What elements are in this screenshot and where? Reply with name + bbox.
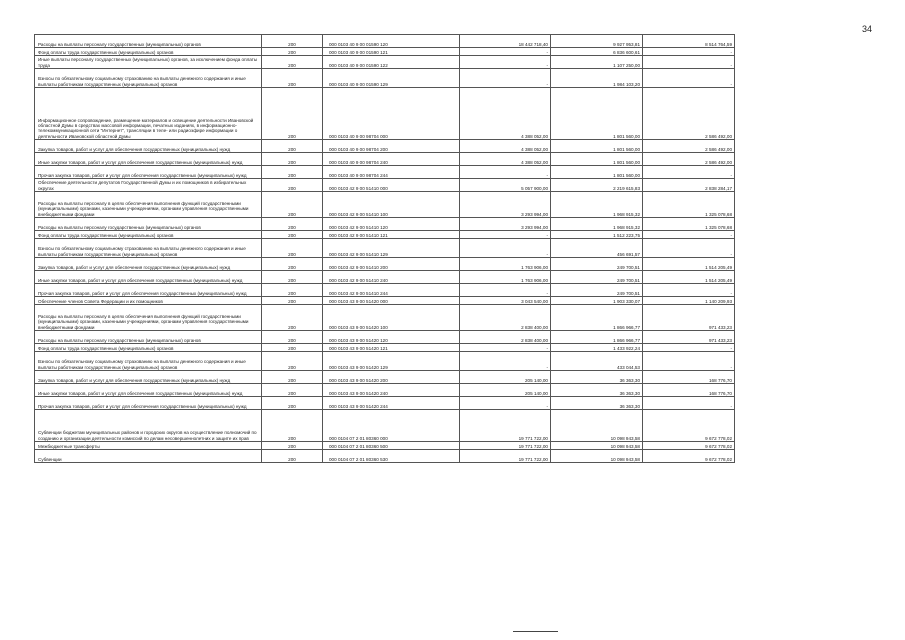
cell-executed-amount: 1 866 966,77 xyxy=(551,331,643,344)
cell-line-code: 200 xyxy=(262,297,323,305)
cell-approved-amount: 5 057 900,00 xyxy=(460,179,551,192)
cell-executed-amount: 1 801 560,00 xyxy=(551,140,643,153)
budget-execution-table xyxy=(34,34,735,463)
cell-executed-amount: 249 700,51 xyxy=(551,284,643,297)
cell-line-code: 200 xyxy=(262,258,323,271)
cell-name: Закупка товаров, работ и услуг для обеспечения государственных (муниципальных) нужд xyxy=(35,140,262,153)
table-row xyxy=(35,384,735,397)
table-row xyxy=(35,271,735,284)
table-row xyxy=(35,258,735,271)
table-row xyxy=(35,442,735,450)
cell-budget-code: 000 0104 07 2 01 80360 000 xyxy=(323,410,460,442)
cell-approved-amount: 19 771 722,00 xyxy=(460,410,551,442)
cell-budget-code: 000 0103 42 9 00 51410 244 xyxy=(323,284,460,297)
cell-remaining-amount: 1 325 078,68 xyxy=(643,218,735,231)
table-row xyxy=(35,231,735,239)
cell-budget-code: 000 0103 43 9 00 51420 129 xyxy=(323,352,460,371)
cell-approved-amount: - xyxy=(460,69,551,88)
cell-executed-amount: 1 433 922,24 xyxy=(551,344,643,352)
cell-line-code: 200 xyxy=(262,69,323,88)
cell-executed-amount: 2 219 615,83 xyxy=(551,179,643,192)
cell-line-code: 200 xyxy=(262,56,323,69)
cell-remaining-amount: - xyxy=(643,239,735,258)
cell-approved-amount: 3 293 994,00 xyxy=(460,192,551,218)
cell-remaining-amount: - xyxy=(643,231,735,239)
cell-approved-amount: - xyxy=(460,352,551,371)
cell-approved-amount: 3 293 994,00 xyxy=(460,218,551,231)
cell-remaining-amount: 971 433,23 xyxy=(643,331,735,344)
cell-remaining-amount: - xyxy=(643,56,735,69)
cell-line-code: 200 xyxy=(262,271,323,284)
cell-name: Расходы на выплаты персоналу государственных (муниципальных) органов xyxy=(35,331,262,344)
cell-line-code: 200 xyxy=(262,284,323,297)
table-row xyxy=(35,140,735,153)
cell-budget-code: 000 0103 40 9 00 01590 122 xyxy=(323,56,460,69)
cell-remaining-amount: 8 514 764,59 xyxy=(643,35,735,48)
cell-executed-amount: 1 801 560,00 xyxy=(551,88,643,140)
cell-name: Иные закупки товаров, работ и услуг для обеспечения государственных (муниципальных) нужд xyxy=(35,384,262,397)
cell-budget-code: 000 0103 43 9 00 51420 244 xyxy=(323,397,460,410)
cell-remaining-amount: - xyxy=(643,344,735,352)
cell-line-code: 200 xyxy=(262,331,323,344)
cell-name: Иные закупки товаров, работ и услуг для обеспечения государственных (муниципальных) нужд xyxy=(35,271,262,284)
cell-name: Закупка товаров, работ и услуг для обеспечения государственных (муниципальных) нужд xyxy=(35,371,262,384)
cell-line-code: 200 xyxy=(262,371,323,384)
table-row xyxy=(35,35,735,48)
cell-approved-amount: 19 771 722,00 xyxy=(460,442,551,450)
table-row xyxy=(35,397,735,410)
cell-line-code: 200 xyxy=(262,344,323,352)
cell-approved-amount: 19 771 722,00 xyxy=(460,450,551,463)
cell-approved-amount: 205 140,00 xyxy=(460,384,551,397)
cell-remaining-amount: - xyxy=(643,352,735,371)
cell-approved-amount: 2 838 400,00 xyxy=(460,305,551,331)
cell-executed-amount: 1 801 560,00 xyxy=(551,166,643,179)
cell-budget-code: 000 0103 42 9 00 51410 121 xyxy=(323,231,460,239)
table-body xyxy=(35,35,735,463)
table-row xyxy=(35,218,735,231)
cell-remaining-amount: 9 672 778,02 xyxy=(643,442,735,450)
cell-budget-code: 000 0103 43 9 00 51420 100 xyxy=(323,305,460,331)
table-row xyxy=(35,305,735,331)
cell-executed-amount: 6 836 600,61 xyxy=(551,48,643,56)
cell-line-code: 200 xyxy=(262,410,323,442)
cell-approved-amount: - xyxy=(460,231,551,239)
cell-approved-amount: 4 388 052,00 xyxy=(460,88,551,140)
cell-name: Расходы на выплаты персоналу в целях обеспечения выполнения функций государственными (муниципальными) органами, казенными учреждениями, органами управления государственными внебюджетными фондами xyxy=(35,192,262,218)
cell-executed-amount: 1 866 966,77 xyxy=(551,305,643,331)
cell-line-code: 200 xyxy=(262,179,323,192)
cell-budget-code: 000 0103 43 9 00 51420 120 xyxy=(323,331,460,344)
cell-budget-code: 000 0103 43 9 00 51420 240 xyxy=(323,384,460,397)
cell-budget-code: 000 0103 42 9 00 51410 129 xyxy=(323,239,460,258)
cell-remaining-amount: 9 672 778,02 xyxy=(643,410,735,442)
cell-line-code: 200 xyxy=(262,153,323,166)
cell-remaining-amount: 2 838 284,17 xyxy=(643,179,735,192)
cell-remaining-amount: 1 514 205,49 xyxy=(643,258,735,271)
page-number: 34 xyxy=(862,24,873,34)
cell-name: Субвенции бюджетам муниципальных районов и городских округов на осуществление полномочий по созданию и организации деятельности комиссий по делам несовершеннолетних и защите их прав xyxy=(35,410,262,442)
cell-remaining-amount: 2 586 492,00 xyxy=(643,153,735,166)
cell-budget-code: 000 0103 43 9 00 51420 000 xyxy=(323,297,460,305)
cell-approved-amount: 4 388 052,00 xyxy=(460,153,551,166)
cell-remaining-amount: 9 672 778,02 xyxy=(643,450,735,463)
cell-executed-amount: 1 968 915,32 xyxy=(551,218,643,231)
cell-remaining-amount: - xyxy=(643,48,735,56)
cell-name: Прочая закупка товаров, работ и услуг для обеспечения государственных (муниципальных) нужд xyxy=(35,284,262,297)
cell-executed-amount: 1 801 560,00 xyxy=(551,153,643,166)
cell-approved-amount: - xyxy=(460,284,551,297)
cell-budget-code: 000 0103 42 9 00 51410 100 xyxy=(323,192,460,218)
cell-executed-amount: 1 984 103,20 xyxy=(551,69,643,88)
cell-approved-amount: 205 140,00 xyxy=(460,371,551,384)
cell-executed-amount: 10 098 943,58 xyxy=(551,442,643,450)
cell-remaining-amount: 1 514 205,49 xyxy=(643,271,735,284)
table-row xyxy=(35,331,735,344)
cell-name: Взносы по обязательному социальному страхованию на выплаты денежного содержания и иные выплаты работникам государственных (муниципальных) органов xyxy=(35,69,262,88)
cell-executed-amount: 1 903 330,07 xyxy=(551,297,643,305)
table-row xyxy=(35,284,735,297)
cell-name: Взносы по обязательному социальному страхованию на выплаты денежного содержания и иные выплаты работникам государственных (муниципальных) органов xyxy=(35,239,262,258)
cell-line-code: 200 xyxy=(262,231,323,239)
cell-name: Взносы по обязательному социальному страхованию на выплаты денежного содержания и иные выплаты работникам государственных (муниципальных) органов xyxy=(35,352,262,371)
cell-remaining-amount: 2 586 492,00 xyxy=(643,140,735,153)
cell-name: Прочая закупка товаров, работ и услуг для обеспечения государственных (муниципальных) нужд xyxy=(35,166,262,179)
cell-line-code: 200 xyxy=(262,450,323,463)
table-row xyxy=(35,88,735,140)
cell-approved-amount: 1 763 906,00 xyxy=(460,271,551,284)
cell-remaining-amount: 2 586 492,00 xyxy=(643,88,735,140)
cell-executed-amount: 456 691,57 xyxy=(551,239,643,258)
cell-budget-code: 000 0103 42 9 00 51410 120 xyxy=(323,218,460,231)
cell-name: Расходы на выплаты персоналу государственных (муниципальных) органов xyxy=(35,35,262,48)
cell-approved-amount: - xyxy=(460,397,551,410)
cell-approved-amount: 18 442 718,40 xyxy=(460,35,551,48)
cell-budget-code: 000 0103 43 9 00 51420 121 xyxy=(323,344,460,352)
cell-name: Субвенции xyxy=(35,450,262,463)
table-row xyxy=(35,239,735,258)
cell-budget-code: 000 0103 40 9 00 98704 240 xyxy=(323,153,460,166)
cell-budget-code: 000 0104 07 2 01 80360 500 xyxy=(323,442,460,450)
cell-approved-amount: - xyxy=(460,56,551,69)
cell-executed-amount: 249 700,51 xyxy=(551,258,643,271)
cell-remaining-amount: 168 776,70 xyxy=(643,384,735,397)
cell-line-code: 200 xyxy=(262,35,323,48)
table-row xyxy=(35,192,735,218)
cell-remaining-amount: - xyxy=(643,397,735,410)
cell-approved-amount: - xyxy=(460,48,551,56)
cell-budget-code: 000 0103 40 9 00 98704 244 xyxy=(323,166,460,179)
cell-approved-amount: 3 043 540,00 xyxy=(460,297,551,305)
table-row xyxy=(35,410,735,442)
cell-name: Фонд оплаты труда государственных (муниципальных) органов xyxy=(35,344,262,352)
cell-name: Обеспечение деятельности депутатов Государственной Думы и их помощников в избирательных округах xyxy=(35,179,262,192)
cell-name: Расходы на выплаты персоналу в целях обеспечения выполнения функций государственными (муниципальными) органами, казенными учреждениями, органами управления государственными внебюджетными фондами xyxy=(35,305,262,331)
cell-executed-amount: 249 700,51 xyxy=(551,271,643,284)
cell-name: Расходы на выплаты персоналу государственных (муниципальных) органов xyxy=(35,218,262,231)
cell-approved-amount: - xyxy=(460,344,551,352)
table-row xyxy=(35,344,735,352)
cell-line-code: 200 xyxy=(262,384,323,397)
table-row xyxy=(35,69,735,88)
cell-budget-code: 000 0103 42 9 00 51410 240 xyxy=(323,271,460,284)
cell-approved-amount: 1 763 906,00 xyxy=(460,258,551,271)
cell-executed-amount: 10 098 943,58 xyxy=(551,450,643,463)
cell-line-code: 200 xyxy=(262,88,323,140)
cell-budget-code: 000 0103 42 9 00 51410 000 xyxy=(323,179,460,192)
cell-remaining-amount: - xyxy=(643,166,735,179)
cell-name: Закупка товаров, работ и услуг для обеспечения государственных (муниципальных) нужд xyxy=(35,258,262,271)
cell-executed-amount: 10 098 943,58 xyxy=(551,410,643,442)
cell-executed-amount: 1 968 915,32 xyxy=(551,192,643,218)
cell-line-code: 200 xyxy=(262,442,323,450)
cell-budget-code: 000 0103 40 9 00 98704 200 xyxy=(323,140,460,153)
cell-line-code: 200 xyxy=(262,140,323,153)
footer-line xyxy=(513,631,558,632)
cell-executed-amount: 36 363,30 xyxy=(551,397,643,410)
cell-approved-amount: 2 838 400,00 xyxy=(460,331,551,344)
table-row xyxy=(35,56,735,69)
cell-name: Фонд оплаты труда государственных (муниципальных) органов xyxy=(35,48,262,56)
cell-approved-amount: - xyxy=(460,239,551,258)
cell-line-code: 200 xyxy=(262,218,323,231)
cell-budget-code: 000 0103 40 9 00 01590 129 xyxy=(323,69,460,88)
cell-line-code: 200 xyxy=(262,192,323,218)
cell-budget-code: 000 0103 40 9 00 98704 000 xyxy=(323,88,460,140)
cell-budget-code: 000 0103 40 9 00 01590 120 xyxy=(323,35,460,48)
table-row xyxy=(35,166,735,179)
cell-budget-code: 000 0103 40 9 00 01590 121 xyxy=(323,48,460,56)
table-row xyxy=(35,48,735,56)
cell-remaining-amount: 971 433,23 xyxy=(643,305,735,331)
table-row xyxy=(35,179,735,192)
cell-line-code: 200 xyxy=(262,305,323,331)
cell-budget-code: 000 0104 07 2 01 80360 530 xyxy=(323,450,460,463)
cell-remaining-amount: - xyxy=(643,284,735,297)
cell-name: Обеспечение членов Совета Федерации и их помощников xyxy=(35,297,262,305)
cell-name: Иные закупки товаров, работ и услуг для обеспечения государственных (муниципальных) нужд xyxy=(35,153,262,166)
cell-remaining-amount: - xyxy=(643,69,735,88)
cell-name: Прочая закупка товаров, работ и услуг для обеспечения государственных (муниципальных) нужд xyxy=(35,397,262,410)
cell-budget-code: 000 0103 42 9 00 51410 200 xyxy=(323,258,460,271)
table-row xyxy=(35,371,735,384)
cell-budget-code: 000 0103 43 9 00 51420 200 xyxy=(323,371,460,384)
cell-executed-amount: 9 927 953,81 xyxy=(551,35,643,48)
cell-remaining-amount: 1 140 209,93 xyxy=(643,297,735,305)
cell-name: Межбюджетные трансферты xyxy=(35,442,262,450)
cell-remaining-amount: 1 325 078,68 xyxy=(643,192,735,218)
table-row xyxy=(35,450,735,463)
cell-name: Фонд оплаты труда государственных (муниципальных) органов xyxy=(35,231,262,239)
cell-name: Информационное сопровождение, размещение материалов и освещение деятельности Ивановской областной Думы в средствах массовой информации, печатных изданиях, в информационно-телекоммуникационной сети "Интернет", трансляции в теле- или радиоэфире информации о деятельности Ивановской областной Думы xyxy=(35,88,262,140)
cell-approved-amount: - xyxy=(460,166,551,179)
cell-line-code: 200 xyxy=(262,239,323,258)
cell-line-code: 200 xyxy=(262,397,323,410)
table-row xyxy=(35,352,735,371)
cell-approved-amount: 4 388 052,00 xyxy=(460,140,551,153)
cell-line-code: 200 xyxy=(262,48,323,56)
table-row xyxy=(35,153,735,166)
cell-name: Иные выплаты персоналу государственных (муниципальных) органов, за исключением фонда оплаты труда xyxy=(35,56,262,69)
table-row xyxy=(35,297,735,305)
cell-executed-amount: 1 107 250,00 xyxy=(551,56,643,69)
cell-line-code: 200 xyxy=(262,166,323,179)
cell-executed-amount: 36 363,30 xyxy=(551,384,643,397)
cell-executed-amount: 433 044,53 xyxy=(551,352,643,371)
cell-executed-amount: 36 363,30 xyxy=(551,371,643,384)
cell-remaining-amount: 168 776,70 xyxy=(643,371,735,384)
cell-line-code: 200 xyxy=(262,352,323,371)
cell-executed-amount: 1 512 223,75 xyxy=(551,231,643,239)
